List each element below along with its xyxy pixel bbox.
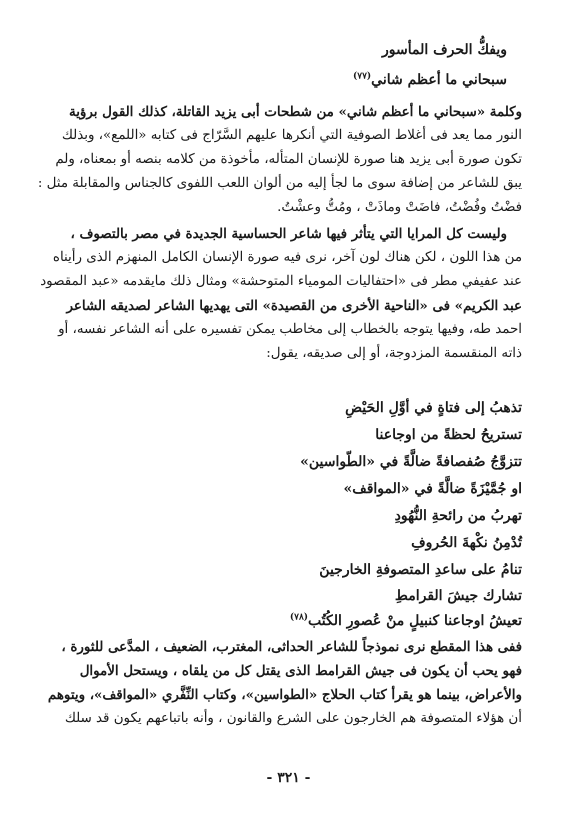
poem-line-5: تهربُ من رائحةِ النُّهُودِ [394, 508, 522, 524]
paragraph-2-line-1: وليست كل المرايا التي يتأثر فيها شاعر الحساسية الجديدة في مصر بالتصوف ، [70, 226, 507, 242]
poem-line-2: تستريحُ لحظةً من اوجاعنا [375, 427, 522, 443]
intro-verse-2: سبحاني ما أعظم شاني$^{(٧٧)}$ [352, 71, 507, 88]
page-number: - ٣٢١ - [266, 770, 311, 786]
poem-line-8: تشارك جيشَ القرامطِ [394, 588, 522, 604]
poem-line-6: تُدْمِنُ نكْهةَ الحُروفِ [411, 535, 522, 551]
paragraph-1-line-2: النور مما يعد فى أغلاط الصوفية التي أنكرها عليهم السَّرّاج فى كتابه «اللمع»، وبذلك [61, 128, 522, 143]
poem-line-7: تنامُ على ساعدِ المتصوفةِ الخارجينَ [319, 562, 522, 578]
paragraph-3-line-4: أن هؤلاء المتصوفة هم الخارجون على الشرع والقانون ، وأنه باتباعهم يكون قد سلك [64, 711, 522, 726]
paragraph-3-line-1: ففى هذا المقطع نرى نموذجاً للشاعر الحداثى، المغترب، الضعيف ، المدَّعى للثورة ، [61, 639, 522, 655]
poem-line-9: تعيشُ اوجاعنا كنبيلٍ منْ عُصورِ الكُتُب$^{(٧٨)}$ [289, 612, 522, 629]
paragraph-2-line-3: عند عفيفي مطر فى «احتفاليات المومياء المتوحشة» ومثال ذلك مايقدمه «عبد المقصود [40, 274, 522, 289]
paragraph-2-line-4: عبد الكريم» فى «الناحية الأخرى من القصيدة» التى يهديها الشاعر لصديقه الشاعر [66, 298, 522, 314]
intro-verse-1: ويفكُّ الحرف المأسور [382, 42, 507, 58]
paragraph-1-line-5: فضْتُ وفُضْتُ، فاضَتْ وماذَتْ ، ومُتُّ وعشْتُ. [277, 200, 522, 215]
footnote-ref-78: (٧٨) [289, 612, 309, 623]
paragraph-1-line-3: تكون صورة أبى يزيد هنا صورة للإنسان المتأله، مأخوذة من كلامه بنصه أو بمعناه، ولم [55, 152, 522, 167]
paragraph-1-line-1: وكلمة «سبحاني ما أعظم شاني» من شطحات أبى يزيد القاتلة، كذلك القول برؤية [69, 104, 522, 120]
poem-line-3: تتزوَّجُ صُفصافةً ضالَّةً في «الطّواسين» [300, 454, 522, 470]
paragraph-3-line-3: والأعراض، بينما هو يقرأ كتاب الحلاج «الطواسين»، وكتاب النِّفَّري «المواقف»، ويتوهم [47, 687, 522, 703]
paragraph-3-line-2: فهو يحب أن يكون فى جيش القرامط الذى يقتل كل من يلقاه ، ويستحل الأموال [79, 663, 522, 679]
paragraph-2-line-5: احمد طه، وفيها يتوجه بالخطاب إلى مخاطب يمكن تفسيره على أنه الشاعر نفسه، أو [58, 322, 522, 337]
footnote-ref-77: (٧٧) [352, 71, 372, 82]
poem-line-4: او جُمَّيْزَةً ضالَّةً في «المواقف» [343, 481, 522, 497]
paragraph-1-line-4: يبق للشاعر من إضافة سوى ما لجأ إليه من ألوان اللعب اللفوى كالجناس والمقابلة مثل : [37, 176, 522, 191]
paragraph-2-line-6: ذاته المنقسمة المزدوجة، أو إلى صديقه، يقول: [266, 346, 522, 361]
poem-line-1: تذهبُ إلى فتاةٍ في أوَّلِ الحَيْضِ [345, 400, 522, 416]
paragraph-2-line-2: من هذا اللون ، لكن هناك لون آخر، نرى فيه صورة الإنسان الكامل المنهزم الذى رأيناه [52, 250, 522, 265]
